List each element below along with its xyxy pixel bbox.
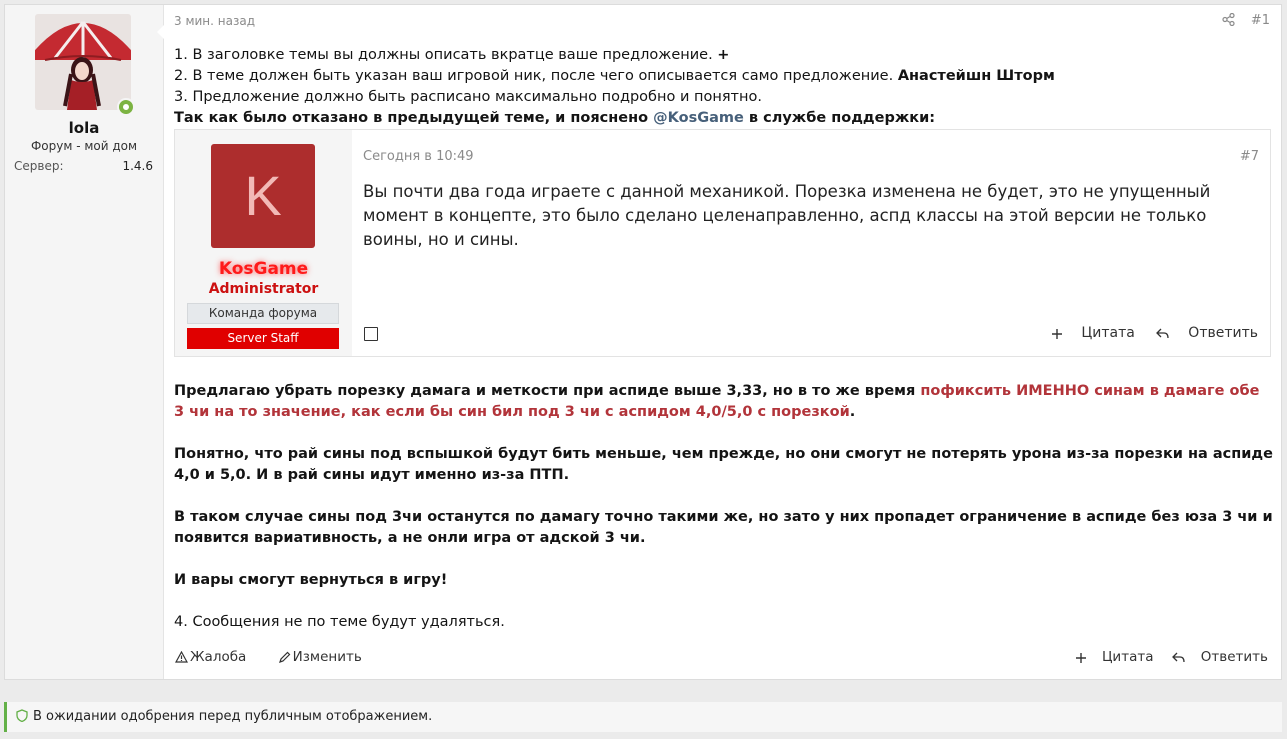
quote-time[interactable]: Сегодня в 10:49 <box>363 149 474 164</box>
server-info <box>14 159 153 173</box>
rule-text: 3. Предложение должно быть расписано максимально подробно и понятно. <box>174 89 762 105</box>
rule-line-1 <box>174 45 1274 66</box>
server-label: Сервер: <box>14 159 64 173</box>
report-button[interactable] <box>175 649 260 665</box>
rule-line-2 <box>174 66 1274 87</box>
rule-answer: + <box>717 47 730 63</box>
server-staff-badge: Server Staff <box>187 328 339 349</box>
rule-text: 1. В заголовке темы вы должны описать вкратце ваше предложение. <box>174 47 718 63</box>
notice-text: В ожидании одобрения перед публичным отображением. <box>33 709 433 724</box>
quote-post-number[interactable]: #7 <box>1239 149 1259 164</box>
post-arrow <box>157 25 164 39</box>
post-footer-right <box>1062 649 1268 665</box>
post-footer-left <box>175 649 390 665</box>
quote-username[interactable]: KosGame <box>218 259 309 279</box>
quote-user-column <box>175 130 352 356</box>
post-meta-actions <box>1222 13 1270 28</box>
reply-icon <box>1156 328 1169 339</box>
reply-label: Ответить <box>1200 649 1268 665</box>
post-main <box>174 5 1278 679</box>
proposal-end: . <box>849 404 856 420</box>
share-icon[interactable] <box>1222 13 1235 26</box>
plus-icon <box>1076 653 1086 663</box>
avatar-image <box>35 14 131 110</box>
reply-label: Ответить <box>1188 325 1258 341</box>
quote-user-role: Administrator <box>208 281 319 297</box>
online-status-icon <box>117 98 135 116</box>
user-avatar-wrap[interactable] <box>35 14 131 110</box>
footer-reply-button[interactable] <box>1172 649 1268 665</box>
warning-icon <box>175 651 188 663</box>
reply-icon <box>1172 652 1185 663</box>
post-time[interactable]: 3 мин. назад <box>174 14 256 28</box>
post-user-column <box>5 5 164 679</box>
pencil-icon <box>279 651 291 663</box>
select-checkbox[interactable] <box>364 327 378 341</box>
reply-button[interactable] <box>1156 325 1258 341</box>
proposal-paragraph-2: Понятно, что рай сины под вспышкой будут бить меньше, чем прежде, но они смогут не потерять урона из-за порезки на аспиде 4,0 и 5,0. И в рай сины идут именно из-за ПТП. <box>174 446 1273 483</box>
post-body <box>174 45 1274 129</box>
proposal-paragraph-3: В таком случае сины под 3чи останутся по дамагу точно такими же, но зато у них пропадет ограничение в аспиде без юза 3 чи и появится вариативность, а не онли игра от адской 3 чи. <box>174 509 1273 546</box>
post-number[interactable]: #1 <box>1250 13 1270 28</box>
quote-text: Вы почти два года играете с данной механикой. Порезка изменена не будет, это не упущенный момент в концепте, это было сделано целенаправленно, аспд классы на этой версии не только воины, но и сины. <box>363 182 1211 249</box>
proposal-paragraph-4: И вары смогут вернуться в игру! <box>174 572 448 588</box>
rule-text: 2. В теме должен быть указан ваш игровой ник, после чего описывается само предложение. <box>174 68 898 84</box>
rule-answer: Анастейшн Шторм <box>897 68 1055 84</box>
reason-suffix: в службе поддержки: <box>743 110 936 126</box>
rule-line-4: 4. Сообщения не по теме будут удаляться. <box>174 614 505 630</box>
rule-line-3 <box>174 87 1274 108</box>
quote-label: Цитата <box>1101 649 1154 665</box>
quote-button[interactable] <box>1052 325 1134 341</box>
forum-team-badge: Команда форума <box>187 303 339 324</box>
username[interactable]: lola <box>68 119 100 137</box>
quote-actions <box>1035 325 1258 341</box>
proposal-highlight: пофиксить ИМЕННО синам в дамаге обе 3 чи на то значение, как если бы син бил под 3 чи с аспидом 4,0/5,0 с порезкой <box>174 383 1260 420</box>
plus-icon <box>1052 329 1062 339</box>
proposal-text: Предлагаю убрать порезку дамага и меткости при аспиде выше 3,33, но в то же время <box>174 383 921 399</box>
user-title: Форум - мой дом <box>30 139 138 153</box>
post-card <box>4 4 1282 680</box>
quote-label: Цитата <box>1081 325 1135 341</box>
report-label: Жалоба <box>190 649 247 665</box>
embedded-quote <box>174 129 1271 357</box>
edit-label: Изменить <box>292 649 362 665</box>
server-value: 1.4.6 <box>122 159 153 173</box>
proposal-body <box>174 381 1274 654</box>
reason-prefix: Так как было отказано в предыдущей теме, и пояснено <box>174 110 654 126</box>
user-mention-link[interactable]: @KosGame <box>653 110 744 126</box>
reason-line <box>174 108 1274 129</box>
edit-button[interactable] <box>279 649 376 665</box>
quote-avatar[interactable]: K <box>211 144 315 248</box>
moderation-notice <box>4 702 1282 732</box>
shield-icon <box>16 709 28 722</box>
footer-quote-button[interactable] <box>1076 649 1154 665</box>
proposal-paragraph-1 <box>174 381 1274 423</box>
avatar[interactable] <box>35 14 131 110</box>
